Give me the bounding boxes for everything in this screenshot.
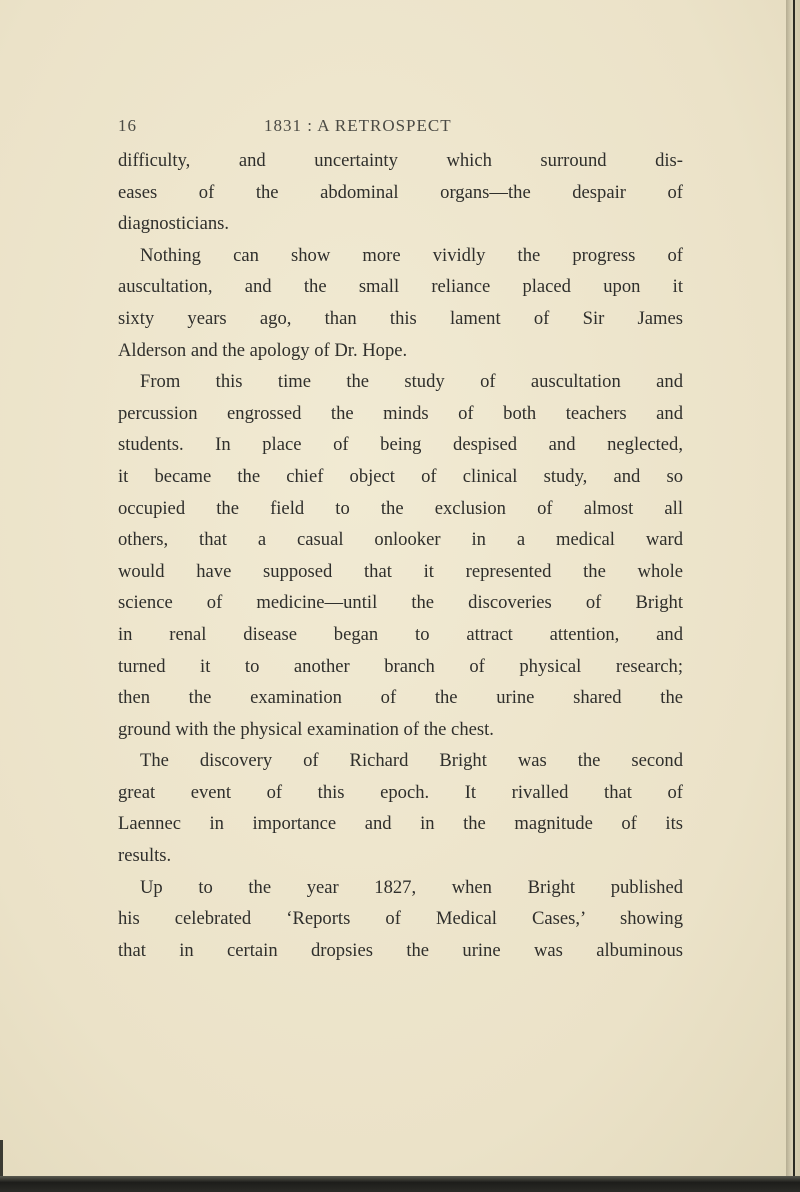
text-line: The discovery of Richard Bright was the second [140,750,683,772]
text-line: results. [118,845,172,867]
text-line: it became the chief object of clinical study, and so [118,465,683,487]
text-line: sixty years ago, than this lament of Sir James [118,307,683,329]
text-line: students. In place of being despised and neglected, [118,434,683,456]
body-text [118,145,683,966]
text-line: science of medicine—until the discoveries of Bright [118,592,683,614]
text-line: that in certain dropsies the urine was albuminous [118,939,683,961]
text-line: would have supposed that it represented the whole [118,560,683,582]
text-line: Nothing can show more vividly the progress of [140,244,683,266]
text-line: in renal disease began to attract attention, and [118,623,683,645]
text-line: turned it to another branch of physical research; [118,655,683,677]
page-edge-line [793,0,795,1192]
text-line: his celebrated ‘Reports of Medical Cases,’ showing [118,908,683,930]
text-line: difficulty, and uncertainty which surround dis- [118,150,683,171]
text-line: occupied the field to the exclusion of almost all [118,497,683,519]
page-number: 16 [118,116,137,135]
text-line: then the examination of the urine shared the [118,687,683,709]
running-head: 1831 : A RETROSPECT [264,116,452,135]
page-bottom-edge [0,1176,800,1192]
page-left-edge-mark [0,1140,3,1180]
text-line: great event of this epoch. It rivalled that of [118,781,683,803]
text-line: others, that a casual onlooker in a medical ward [118,529,683,551]
text-line: Alderson and the apology of Dr. Hope. [118,339,408,361]
text-line: Laennec in importance and in the magnitude of its [118,813,683,835]
text-line: eases of the abdominal organs—the despair of [118,181,683,203]
text-line: diagnosticians. [118,213,230,235]
text-line: percussion engrossed the minds of both teachers and [118,402,683,424]
page-header [118,110,678,138]
text-line: ground with the physical examination of the chest. [118,718,494,740]
text-line: auscultation, and the small reliance placed upon it [118,276,683,298]
text-line: From this time the study of auscultation and [140,371,683,393]
text-line: Up to the year 1827, when Bright published [140,876,683,898]
